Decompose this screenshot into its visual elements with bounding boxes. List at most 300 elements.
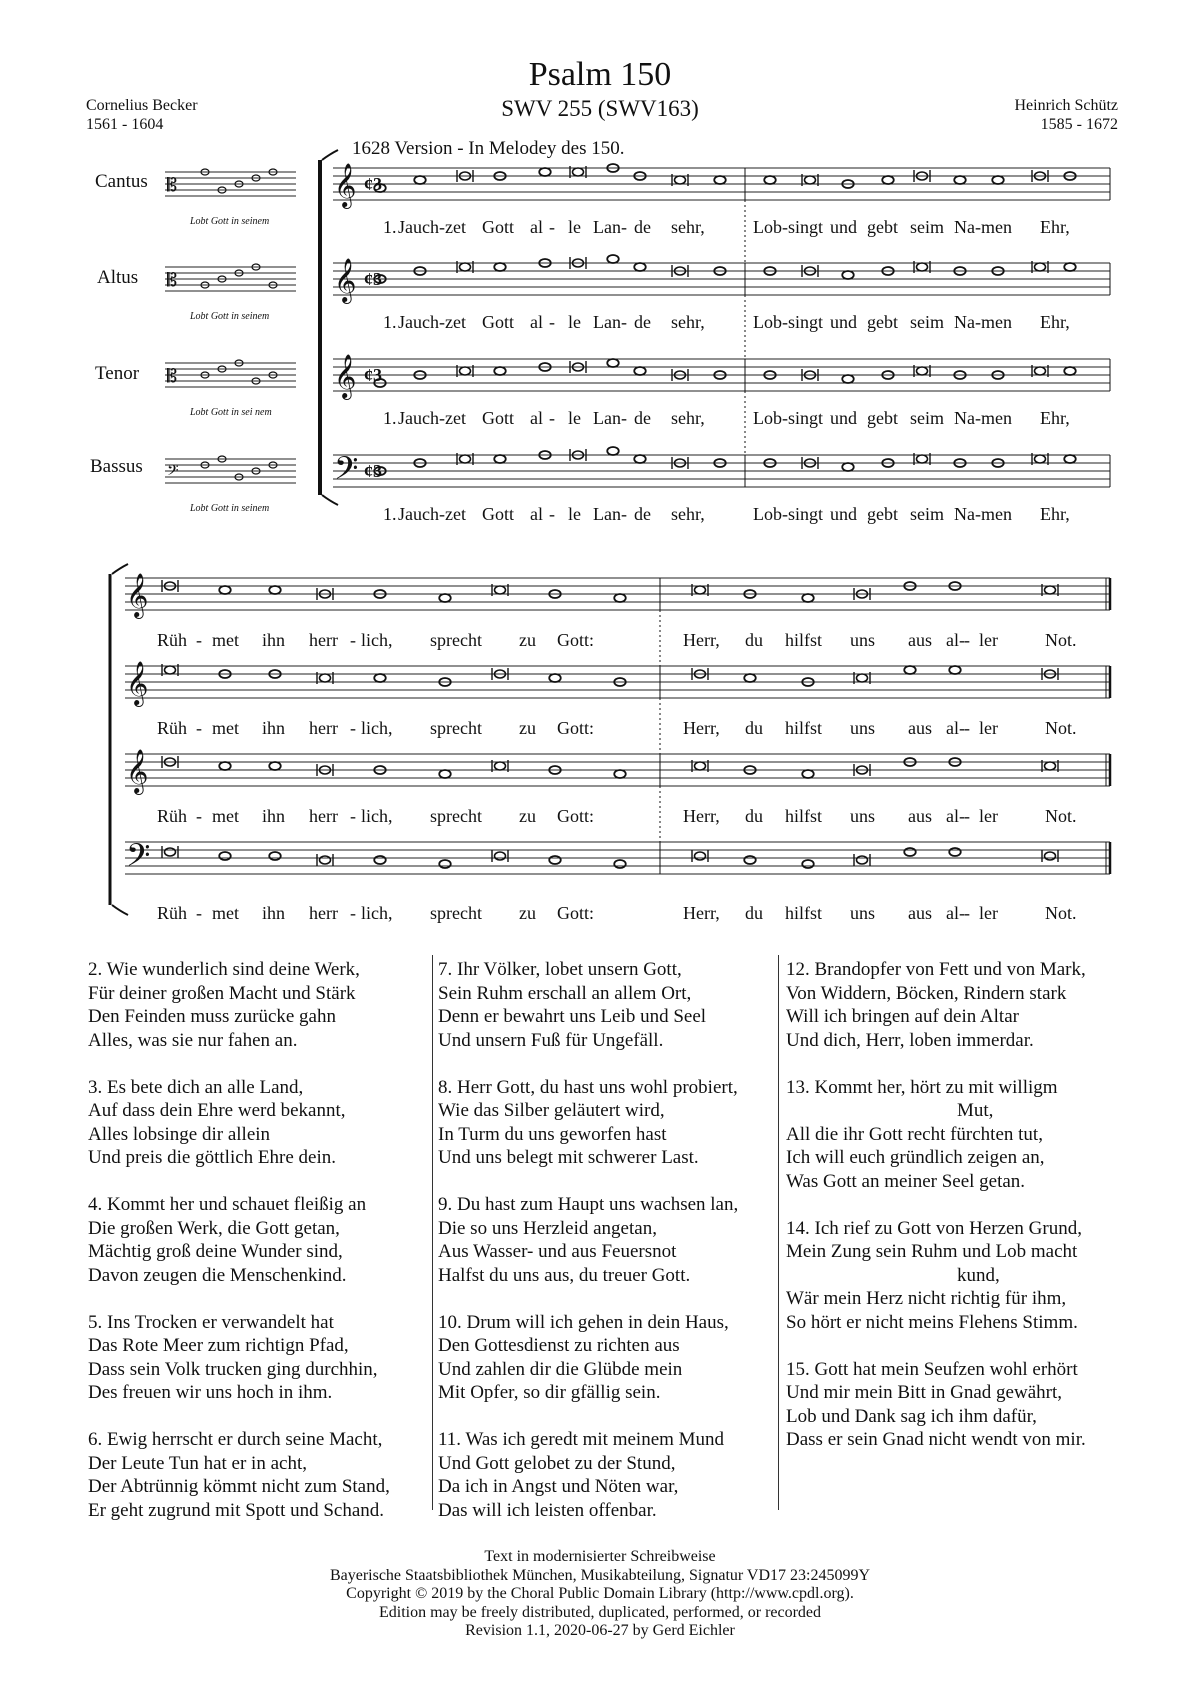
- note-head: [219, 852, 231, 860]
- lyric-syllable: Lob-singt: [753, 504, 823, 524]
- note-head: [714, 176, 726, 184]
- lyric-syllable: lich,: [361, 903, 393, 923]
- lyric-syllable: sehr,: [671, 504, 705, 524]
- lyric-syllable: gebt: [867, 312, 898, 332]
- note-head: [495, 852, 506, 860]
- verse-line: Ich will euch gründlich zeigen an,: [786, 1147, 1045, 1168]
- bass-clef: 𝄢: [334, 452, 359, 494]
- note-head: [614, 860, 626, 868]
- lyric-syllable: sehr,: [671, 217, 705, 237]
- lyric-syllable: -: [621, 504, 627, 524]
- verse-line: Und mir mein Bitt in Gnad gewährt,: [786, 1382, 1062, 1403]
- note-head: [675, 176, 686, 184]
- lyric-syllable: Gott:: [557, 903, 595, 923]
- column-divider: [432, 955, 433, 1510]
- note-head: [1045, 852, 1056, 860]
- lyric-syllable: -: [964, 718, 970, 738]
- verse-line: 11. Was ich geredt mit meinem Mund: [438, 1429, 725, 1450]
- verse-stanza: [88, 1428, 423, 1522]
- note-head: [805, 176, 816, 184]
- verse-line: Das will ich leisten offenbar.: [438, 1499, 657, 1521]
- lyric-syllable: Lob-singt: [753, 408, 823, 428]
- verse-line: In Turm du uns geworfen hast: [438, 1123, 667, 1145]
- note-head: [1035, 263, 1046, 271]
- note-head: [1064, 263, 1076, 271]
- lyric-syllable: hilfst: [785, 718, 823, 738]
- verse-stanza: [88, 1193, 423, 1287]
- lyric-syllable: Na-men: [954, 312, 1012, 332]
- verse-stanza: [88, 1076, 423, 1170]
- note-head: [1064, 455, 1076, 463]
- footer-line: Revision 1.1, 2020-06-27 by Gerd Eichler: [465, 1622, 735, 1639]
- lyric-syllable: uns: [850, 630, 876, 650]
- verse-line: Und Gott gelobet zu der Stund,: [438, 1452, 676, 1474]
- note-head: [495, 762, 506, 770]
- lyric-syllable: met: [212, 630, 239, 650]
- lyric-syllable: Not.: [1045, 903, 1077, 923]
- incipit-clef: 𝄢: [167, 462, 179, 482]
- note-head: [439, 594, 451, 602]
- lyric-syllable: aus: [908, 806, 932, 826]
- lyric-syllable: zu: [519, 718, 536, 738]
- lyric-syllable: Lob-singt: [753, 312, 823, 332]
- verse-line: Alles lobsinge dir allein: [88, 1123, 271, 1145]
- column-divider: [778, 955, 779, 1510]
- note-head: [954, 176, 966, 184]
- lyric-syllable: met: [212, 718, 239, 738]
- note-head: [269, 762, 281, 770]
- verse-line: Die so uns Herzleid angetan,: [438, 1217, 657, 1239]
- verse-line: Aus Wasser- und aus Feuersnot: [438, 1241, 677, 1262]
- lyric-syllable: du: [745, 718, 763, 738]
- verse-line: 3. Es bete dich an alle Land,: [88, 1076, 304, 1098]
- incipit-text: Lobt Gott in seinem: [190, 503, 270, 514]
- poet-dates: 1561 - 1604: [86, 116, 164, 133]
- lyric-syllable: hilfst: [785, 903, 823, 923]
- verse-line: Das Rote Meer zum richtign Pfad,: [88, 1335, 349, 1356]
- verse-line: Und preis die göttlich Ehre dein.: [88, 1147, 336, 1168]
- lyric-syllable: Herr,: [683, 718, 720, 738]
- lyric-syllable: Ehr,: [1040, 312, 1070, 332]
- note-head: [414, 176, 426, 184]
- verse-line: So hört er nicht meins Flehens Stimm.: [786, 1311, 1078, 1333]
- note-head: [320, 856, 331, 864]
- note-head: [539, 168, 551, 176]
- note-head: [949, 666, 961, 674]
- lyric-syllable: Lan: [593, 312, 621, 332]
- verse-stanza: [786, 1217, 1124, 1335]
- verse-line: 10. Drum will ich gehen in dein Haus,: [438, 1311, 729, 1333]
- note-head: [573, 168, 584, 176]
- note-head: [1035, 455, 1046, 463]
- lyric-syllable: sprecht: [430, 718, 482, 738]
- verse-column-3: [786, 958, 1124, 1475]
- lyric-syllable: zu: [519, 630, 536, 650]
- footer-line: Bayerische Staatsbibliothek München, Musikabteilung, Signatur VD17 23:245099Y: [329, 1566, 871, 1584]
- verse-stanza: [438, 1311, 768, 1405]
- lyric-syllable: ler: [979, 630, 998, 650]
- lyric-syllable: seim: [910, 504, 944, 524]
- lyric-syllable: 1.: [383, 504, 397, 524]
- lyric-syllable: -: [196, 630, 202, 650]
- verse-line: Für deiner großen Macht und Stärk: [88, 982, 356, 1004]
- note-head: [802, 770, 814, 778]
- lyric-syllable: ihn: [262, 903, 286, 923]
- lyric-syllable: -: [549, 408, 555, 428]
- lyric-syllable: al: [530, 408, 543, 428]
- page-subtitle: SWV 255 (SWV163): [501, 96, 699, 121]
- lyric-syllable: aus: [908, 630, 932, 650]
- lyric-syllable: und: [830, 312, 857, 332]
- note-head: [494, 367, 506, 375]
- verse-stanza: [88, 958, 423, 1052]
- verse-line: Mächtig groß deine Wunder sind,: [88, 1241, 343, 1262]
- note-head: [904, 666, 916, 674]
- lyric-syllable: Gott:: [557, 718, 595, 738]
- lyric-syllable: seim: [910, 408, 944, 428]
- verse-line: 13. Kommt her, hört zu mit willigm: [786, 1076, 1058, 1098]
- verse-column-2: [438, 958, 768, 1546]
- lyric-syllable: Gott:: [557, 630, 595, 650]
- lyric-syllable: Not.: [1045, 718, 1077, 738]
- lyric-syllable: sprecht: [430, 903, 482, 923]
- lyric-syllable: -: [964, 903, 970, 923]
- lyric-syllable: sprecht: [430, 806, 482, 826]
- verse-line: 5. Ins Trocken er verwandelt hat: [88, 1311, 334, 1333]
- time-signature: ¢3: [364, 461, 382, 481]
- verse-stanza: [438, 1428, 768, 1522]
- lyric-syllable: und: [830, 504, 857, 524]
- lyric-syllable: uns: [850, 718, 876, 738]
- note-head: [374, 856, 386, 864]
- lyric-syllable: met: [212, 806, 239, 826]
- verse-line: Denn er bewahrt uns Leib und Seel: [438, 1006, 707, 1027]
- verse-line: Mut,: [786, 1100, 994, 1121]
- treble-clef: 𝄞: [126, 663, 149, 705]
- lyric-syllable: met: [212, 903, 239, 923]
- note-head: [882, 176, 894, 184]
- voice-label: Tenor: [95, 363, 140, 384]
- lyric-syllable: al: [530, 217, 543, 237]
- verse-line: 14. Ich rief zu Gott von Herzen Grund,: [786, 1217, 1082, 1239]
- note-head: [917, 263, 928, 271]
- lyric-syllable: Lob-singt: [753, 217, 823, 237]
- composer-dates: 1585 - 1672: [1040, 116, 1118, 133]
- lyric-syllable: Rüh: [157, 718, 188, 738]
- note-head: [460, 263, 471, 271]
- time-signature: ¢3: [364, 269, 382, 289]
- note-head: [842, 271, 854, 279]
- verse-line: All die ihr Gott recht fürchten tut,: [786, 1123, 1043, 1145]
- verse-line: Und uns belegt mit schwerer Last.: [438, 1147, 699, 1168]
- note-head: [1045, 586, 1056, 594]
- voice-label: Bassus: [90, 456, 143, 477]
- lyric-syllable: ler: [979, 806, 998, 826]
- bass-clef: 𝄢: [126, 839, 151, 881]
- verse-line: Was Gott an meiner Seel getan.: [786, 1170, 1026, 1192]
- note-head: [695, 852, 706, 860]
- lyric-syllable: hilfst: [785, 630, 823, 650]
- lyric-syllable: -: [549, 312, 555, 332]
- verse-line: Lob und Dank sag ich ihm dafür,: [786, 1405, 1037, 1427]
- verse-line: 8. Herr Gott, du hast uns wohl probiert,: [438, 1076, 738, 1098]
- lyric-syllable: Not.: [1045, 806, 1077, 826]
- lyric-syllable: le: [568, 217, 581, 237]
- note-head: [744, 674, 756, 682]
- lyric-syllable: Lan: [593, 408, 621, 428]
- lyric-syllable: herr: [309, 718, 338, 738]
- note-head: [842, 463, 854, 471]
- lyric-syllable: al: [530, 312, 543, 332]
- voice-label: Altus: [97, 267, 139, 288]
- verse-line: Wär mein Herz nicht richtig für ihm,: [786, 1288, 1067, 1309]
- version-note: 1628 Version - In Melodey des 150.: [352, 138, 625, 159]
- note-head: [842, 375, 854, 383]
- lyric-syllable: hilfst: [785, 806, 823, 826]
- lyric-syllable: ihn: [262, 806, 286, 826]
- lyric-syllable: Lan: [593, 504, 621, 524]
- lyric-syllable: Ehr,: [1040, 408, 1070, 428]
- lyric-syllable: Ehr,: [1040, 217, 1070, 237]
- note-head: [549, 856, 561, 864]
- time-signature: ¢3: [364, 365, 382, 385]
- lyric-syllable: de: [634, 217, 651, 237]
- lyric-syllable: ihn: [262, 630, 286, 650]
- lyric-syllable: -: [196, 806, 202, 826]
- lyric-syllable: gebt: [867, 217, 898, 237]
- note-head: [607, 447, 619, 455]
- treble-clef: 𝄞: [126, 575, 149, 617]
- note-head: [949, 848, 961, 856]
- lyric-syllable: uns: [850, 903, 876, 923]
- note-head: [857, 856, 868, 864]
- verse-line: Davon zeugen die Menschenkind.: [88, 1264, 347, 1286]
- lyric-syllable: al-: [946, 630, 965, 650]
- footer: [0, 1548, 1200, 1641]
- treble-clef: 𝄞: [126, 751, 149, 793]
- incipit-text: Lobt Gott in seinem: [190, 216, 270, 227]
- composer-name: Heinrich Schütz: [1014, 97, 1118, 114]
- lyric-syllable: 1.: [383, 408, 397, 428]
- lyric-syllable: sehr,: [671, 312, 705, 332]
- lyric-syllable: und: [830, 408, 857, 428]
- lyric-syllable: gebt: [867, 408, 898, 428]
- lyric-syllable: Herr,: [683, 630, 720, 650]
- poet-name: Cornelius Becker: [86, 97, 198, 114]
- note-head: [495, 586, 506, 594]
- note-head: [802, 594, 814, 602]
- lyric-syllable: -: [549, 504, 555, 524]
- verse-stanza: [786, 958, 1124, 1052]
- note-head: [494, 263, 506, 271]
- note-head: [764, 176, 776, 184]
- verse-line: Wie das Silber geläutert wird,: [438, 1100, 665, 1121]
- verse-line: Sein Ruhm erschall an allem Ort,: [438, 982, 692, 1004]
- note-head: [614, 770, 626, 778]
- lyric-syllable: herr: [309, 903, 338, 923]
- note-head: [494, 455, 506, 463]
- lyric-syllable: Rüh: [157, 630, 188, 650]
- lyric-syllable: -: [196, 903, 202, 923]
- verse-line: 9. Du hast zum Haupt uns wachsen lan,: [438, 1194, 739, 1215]
- note-head: [165, 666, 176, 674]
- lyric-syllable: lich,: [361, 806, 393, 826]
- note-head: [439, 860, 451, 868]
- note-head: [857, 674, 868, 682]
- lyric-syllable: Gott: [482, 504, 515, 524]
- lyric-syllable: sprecht: [430, 630, 482, 650]
- lyric-syllable: -: [350, 630, 356, 650]
- verse-line: Und zahlen dir die Glübde mein: [438, 1358, 683, 1380]
- verse-line: Des freuen wir uns hoch in ihm.: [88, 1382, 333, 1403]
- lyric-syllable: Gott:: [557, 806, 595, 826]
- lyric-syllable: ihn: [262, 718, 286, 738]
- lyric-syllable: Herr,: [683, 806, 720, 826]
- lyric-syllable: du: [745, 903, 763, 923]
- note-head: [460, 455, 471, 463]
- note-head: [744, 856, 756, 864]
- verse-stanza: [88, 1311, 423, 1405]
- incipit-clef: 𝄡: [167, 366, 178, 386]
- note-head: [165, 848, 176, 856]
- verse-line: Dass sein Volk trucken ging durchhin,: [88, 1358, 378, 1380]
- verse-stanza: [786, 1358, 1124, 1452]
- lyric-syllable: Rüh: [157, 806, 188, 826]
- lyric-syllable: Rüh: [157, 903, 188, 923]
- lyric-syllable: und: [830, 217, 857, 237]
- note-head: [549, 674, 561, 682]
- note-head: [1035, 367, 1046, 375]
- verse-line: Halfst du uns aus, du treuer Gott.: [438, 1264, 691, 1286]
- lyric-syllable: al-: [946, 806, 965, 826]
- lyric-syllable: -: [964, 630, 970, 650]
- footer-line: Copyright © 2019 by the Choral Public Domain Library (http://www.cpdl.org).: [346, 1585, 854, 1602]
- treble-clef: 𝄞: [334, 260, 357, 302]
- lyric-syllable: herr: [309, 630, 338, 650]
- lyric-syllable: al-: [946, 718, 965, 738]
- lyric-syllable: aus: [908, 903, 932, 923]
- note-head: [695, 762, 706, 770]
- verse-line: Alles, was sie nur fahen an.: [88, 1029, 298, 1051]
- verse-line: Will ich bringen auf dein Altar: [786, 1006, 1019, 1027]
- verse-line: Er geht zugrund mit Spott und Schand.: [88, 1499, 385, 1521]
- lyric-syllable: ler: [979, 903, 998, 923]
- incipit-clef: 𝄡: [167, 175, 178, 195]
- lyric-syllable: Gott: [482, 408, 515, 428]
- lyric-syllable: le: [568, 312, 581, 332]
- lyric-syllable: lich,: [361, 718, 393, 738]
- lyric-syllable: du: [745, 630, 763, 650]
- lyric-syllable: -: [621, 312, 627, 332]
- lyric-syllable: -: [350, 806, 356, 826]
- lyric-syllable: -: [964, 806, 970, 826]
- treble-clef: 𝄞: [334, 165, 357, 207]
- lyric-syllable: -: [621, 217, 627, 237]
- note-head: [802, 860, 814, 868]
- lyric-syllable: zu: [519, 806, 536, 826]
- lyric-syllable: -: [621, 408, 627, 428]
- verse-line: Den Gottesdienst zu richten aus: [438, 1335, 680, 1356]
- footer-line: Edition may be freely distributed, duplicated, performed, or recorded: [378, 1603, 822, 1621]
- verse-line: 6. Ewig herrscht er durch seine Macht,: [88, 1429, 383, 1450]
- lyric-syllable: sehr,: [671, 408, 705, 428]
- lyric-syllable: de: [634, 504, 651, 524]
- note-head: [607, 255, 619, 263]
- verse-line: Den Feinden muss zurücke gahn: [88, 1006, 336, 1027]
- verse-stanza: [786, 1076, 1124, 1194]
- page-title: Psalm 150: [528, 56, 672, 93]
- verse-line: Da ich in Angst und Nöten war,: [438, 1476, 679, 1497]
- lyric-syllable: Jauch-zet: [398, 408, 466, 428]
- note-head: [992, 176, 1004, 184]
- note-head: [439, 770, 451, 778]
- incipit-text: Lobt Gott in sei nem: [190, 407, 272, 418]
- lyric-syllable: Lan: [593, 217, 621, 237]
- verse-line: 15. Gott hat mein Seufzen wohl erhört: [786, 1358, 1078, 1380]
- lyric-syllable: 1.: [383, 312, 397, 332]
- note-head: [320, 674, 331, 682]
- verse-line: Der Leute Tun hat er in acht,: [88, 1452, 307, 1474]
- lyric-syllable: Not.: [1045, 630, 1077, 650]
- note-head: [269, 586, 281, 594]
- lyric-syllable: le: [568, 504, 581, 524]
- note-head: [219, 586, 231, 594]
- note-head: [695, 586, 706, 594]
- verse-line: Mein Zung sein Ruhm und Lob macht: [786, 1241, 1078, 1262]
- note-head: [607, 359, 619, 367]
- lyric-syllable: al: [530, 504, 543, 524]
- verse-line: Dass er sein Gnad nicht wendt von mir.: [786, 1429, 1086, 1450]
- verse-line: 4. Kommt her und schauet fleißig an: [88, 1194, 367, 1215]
- lyric-syllable: Ehr,: [1040, 504, 1070, 524]
- verse-line: Von Widdern, Böcken, Rindern stark: [786, 982, 1067, 1004]
- lyric-syllable: al-: [946, 903, 965, 923]
- verse-line: 2. Wie wunderlich sind deine Werk,: [88, 959, 360, 980]
- verse-line: Mit Opfer, so dir gfällig sein.: [438, 1382, 661, 1403]
- verse-stanza: [438, 1076, 768, 1170]
- lyric-syllable: le: [568, 408, 581, 428]
- note-head: [374, 674, 386, 682]
- verse-stanza: [438, 1193, 768, 1287]
- lyric-syllable: uns: [850, 806, 876, 826]
- lyric-syllable: de: [634, 408, 651, 428]
- note-head: [917, 367, 928, 375]
- footer-line: Text in modernisierter Schreibweise: [484, 1548, 716, 1565]
- verse-column-1: [88, 958, 423, 1546]
- lyric-syllable: Na-men: [954, 217, 1012, 237]
- lyric-syllable: de: [634, 312, 651, 332]
- lyric-syllable: lich,: [361, 630, 393, 650]
- lyric-syllable: Na-men: [954, 408, 1012, 428]
- note-head: [634, 455, 646, 463]
- note-head: [634, 263, 646, 271]
- lyric-syllable: ler: [979, 718, 998, 738]
- lyric-syllable: seim: [910, 217, 944, 237]
- note-head: [614, 594, 626, 602]
- lyric-syllable: herr: [309, 806, 338, 826]
- lyric-syllable: 1.: [383, 217, 397, 237]
- incipit-text: Lobt Gott in seinem: [190, 311, 270, 322]
- lyric-syllable: Jauch-zet: [398, 312, 466, 332]
- note-head: [634, 367, 646, 375]
- lyric-syllable: -: [350, 718, 356, 738]
- note-head: [1045, 762, 1056, 770]
- lyric-syllable: -: [549, 217, 555, 237]
- lyric-syllable: -: [350, 903, 356, 923]
- note-head: [917, 455, 928, 463]
- incipit-clef: 𝄡: [167, 270, 178, 290]
- lyric-syllable: zu: [519, 903, 536, 923]
